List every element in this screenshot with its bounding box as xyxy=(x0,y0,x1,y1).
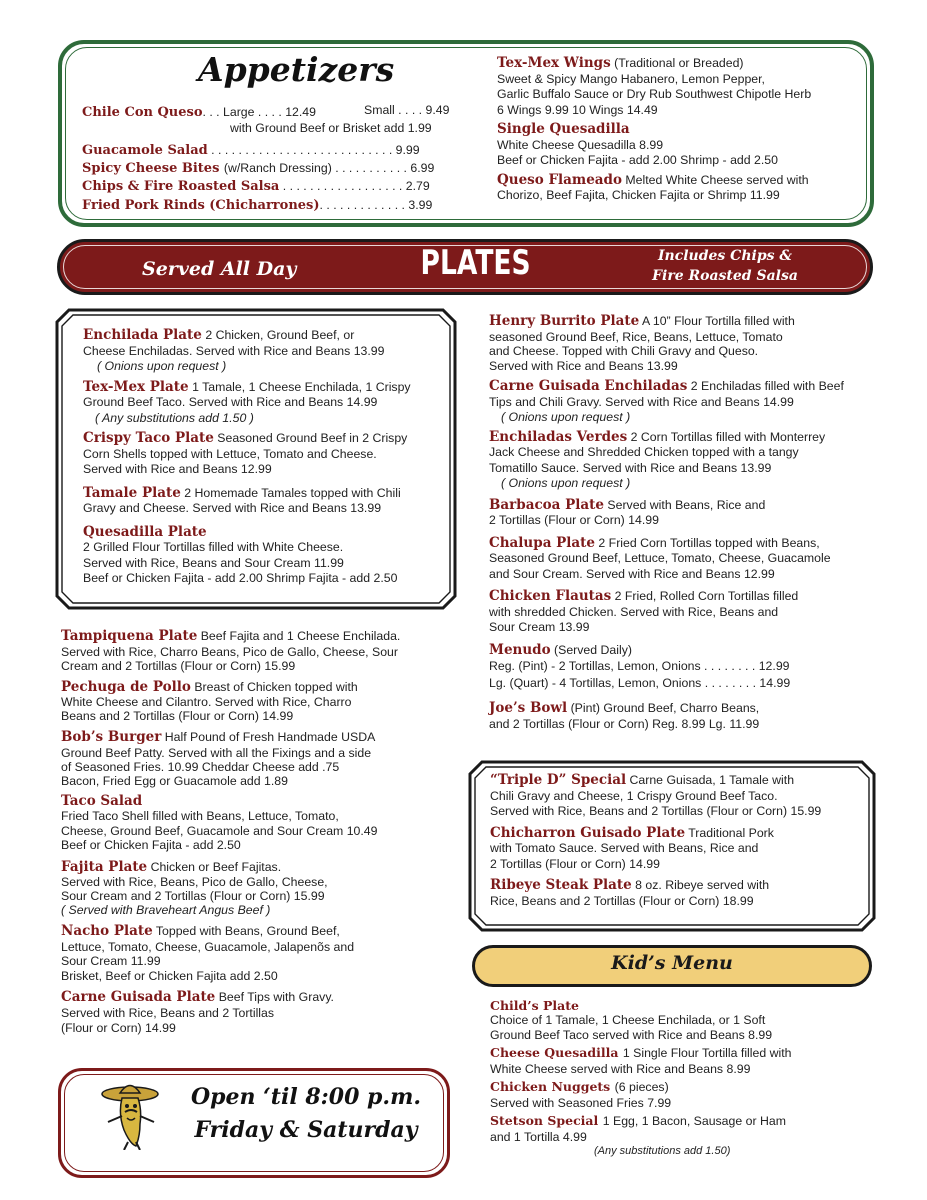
nacho-desc-3: Sour Cream 11.99 xyxy=(61,954,161,968)
chicharron-desc-2: with Tomato Sauce. Served with Beans, Rice and xyxy=(490,841,759,855)
menu-item-joes-bowl: Joe’s Bowl (Pint) Ground Beef, Charro Beans, xyxy=(489,700,760,716)
crispy-desc-2: Corn Shells topped with Lettuce, Tomato and Cheese. xyxy=(83,446,377,461)
menu-item-henry-burrito-plate: Henry Burrito Plate A 10” Flour Tortilla filled with xyxy=(489,313,795,329)
menu-item-barbacoa-plate: Barbacoa Plate Served with Beans, Rice and xyxy=(489,496,766,513)
banner-served-all-day: Served All Day xyxy=(142,258,297,280)
pechuga-desc-3: Beans and 2 Tortillas (Flour or Corn) 14.99 xyxy=(61,709,294,723)
menu-item-queso-addon: with Ground Beef or Brisket add 1.99 xyxy=(230,121,432,135)
cg-ench-desc-2: Tips and Chili Gravy. Served with Rice and Beans 14.99 xyxy=(489,394,794,409)
wings-desc-2: Garlic Buffalo Sauce or Dry Rub Southwest Chipotle Herb xyxy=(497,87,812,101)
menu-item-carne-guisada-plate: Carne Guisada Plate Beef Tips with Gravy. xyxy=(61,989,334,1005)
menu-item-menudo: Menudo (Served Daily) xyxy=(489,641,632,658)
quesa-desc-2: Served with Rice, Beans and Sour Cream 11.99 xyxy=(83,555,344,570)
wings-prices: 6 Wings 9.99 10 Wings 14.49 xyxy=(497,102,658,117)
open-hours-line-2: Friday & Saturday xyxy=(194,1117,418,1143)
henry-desc-2: seasoned Ground Beef, Rice, Beans, Lettuce, Tomato xyxy=(489,329,783,344)
chili-mascot-icon xyxy=(100,1080,162,1150)
barbacoa-desc-2: 2 Tortillas (Flour or Corn) 14.99 xyxy=(489,513,659,527)
henry-desc-4: Served with Rice and Beans 13.99 xyxy=(489,358,678,373)
nuggets-desc-1: Served with Seasoned Fries 7.99 xyxy=(490,1095,672,1110)
menu-item-quesadilla-plate: Quesadilla Plate xyxy=(83,523,207,540)
chalupa-desc-2: Seasoned Ground Beef, Lettuce, Tomato, Cheese, Guacamole xyxy=(489,551,831,565)
menu-item-single-quesadilla: Single Quesadilla xyxy=(497,121,630,137)
cg-ench-note: ( Onions upon request ) xyxy=(501,410,631,424)
quesadilla-desc-1: White Cheese Quesadilla 8.99 xyxy=(497,137,664,152)
left-column-list xyxy=(61,629,456,1036)
menu-item-bobs-burger: Bob’s Burger Half Pound of Fresh Handmade USDA xyxy=(61,729,376,745)
specials-box-list xyxy=(490,773,870,909)
quesadilla-desc-2: Beef or Chicken Fajita - add 2.00 Shrimp - add 2.50 xyxy=(497,153,778,167)
appetizers-left-list xyxy=(82,103,472,214)
taco-salad-desc-3: Beef or Chicken Fajita - add 2.50 xyxy=(61,838,241,852)
menu-item-guacamole-salad: Guacamole Salad . . . . . . . . . . . . . . . . . . . . . . . . . . . 9.99 xyxy=(82,143,420,158)
menu-item-chicharron-guisado-plate: Chicharron Guisado Plate Traditional Pork xyxy=(490,824,774,841)
menu-item-spicy-cheese-bites: Spicy Cheese Bites (w/Ranch Dressing) . . . . . . . . . . . 6.99 xyxy=(82,161,435,176)
banner-includes-line-2: Fire Roasted Salsa xyxy=(652,268,798,284)
henry-desc-3: and Cheese. Topped with Chili Gravy and Queso. xyxy=(489,344,759,358)
cq-desc-2: White Cheese served with Rice and Beans 8.99 xyxy=(490,1061,751,1076)
menu-item-enchiladas-verdes: Enchiladas Verdes 2 Corn Tortillas filled with Monterrey xyxy=(489,428,826,445)
menu-item-tampiquena-plate: Tampiquena Plate Beef Fajita and 1 Cheese Enchilada. xyxy=(61,628,401,644)
chicharron-desc-3: 2 Tortillas (Flour or Corn) 14.99 xyxy=(490,856,660,871)
menu-item-carne-guisada-enchiladas: Carne Guisada Enchiladas 2 Enchiladas filled with Beef xyxy=(489,378,844,394)
menu-item-cheese-quesadilla: Cheese Quesadilla 1 Single Flour Tortilla filled with xyxy=(490,1045,792,1060)
menu-item-stetson-special: Stetson Special 1 Egg, 1 Bacon, Sausage or Ham xyxy=(490,1113,786,1128)
verdes-desc-2: Jack Cheese and Shredded Chicken topped with a tangy xyxy=(489,445,799,459)
stetson-note: (Any substitutions add 1.50) xyxy=(594,1145,731,1157)
menu-item-chips-salsa: Chips & Fire Roasted Salsa . . . . . . . . . . . . . . . . . . 2.79 xyxy=(82,179,430,194)
tripled-desc-2: Chili Gravy and Cheese, 1 Crispy Ground Beef Taco. xyxy=(490,788,778,803)
enchilada-note: ( Onions upon request ) xyxy=(97,359,227,373)
tamale-desc-2: Gravy and Cheese. Served with Rice and Beans 13.99 xyxy=(83,501,382,515)
menu-item-chile-con-queso: Chile Con Queso. . . Large . . . . 12.49 Small . . . . 9.49 xyxy=(82,103,450,120)
flameado-desc-2: Chorizo, Beef Fajita, Chicken Fajita or Shrimp 11.99 xyxy=(497,188,780,202)
guisada-desc-2: Served with Rice, Beans and 2 Tortillas xyxy=(61,1005,275,1020)
flautas-desc-3: Sour Cream 13.99 xyxy=(489,620,590,634)
bobs-desc-4: Bacon, Fried Egg or Guacamole add 1.89 xyxy=(61,773,288,788)
right-column-list xyxy=(489,314,879,732)
taco-salad-desc-2: Cheese, Ground Beef, Guacamole and Sour Cream 10.49 xyxy=(61,823,378,838)
menu-item-childs-plate: Child’s Plate xyxy=(490,998,579,1013)
quesa-desc-3: Beef or Chicken Fajita - add 2.00 Shrimp Fajita - add 2.50 xyxy=(83,571,398,585)
menu-item-tex-mex-wings: Tex-Mex Wings (Traditional or Breaded) xyxy=(497,55,744,71)
flautas-desc-2: with shredded Chicken. Served with Rice, Beans and xyxy=(489,604,779,619)
child-desc-1: Choice of 1 Tamale, 1 Cheese Enchilada, or 1 Soft xyxy=(490,1013,766,1027)
banner-includes xyxy=(640,246,810,286)
quesa-desc-1: 2 Grilled Flour Tortillas filled with White Cheese. xyxy=(83,540,344,554)
nacho-desc-4: Brisket, Beef or Chicken Fajita add 2.50 xyxy=(61,968,278,983)
taco-salad-desc-1: Fried Taco Shell filled with Beans, Lettuce, Tomato, xyxy=(61,809,339,823)
tampiquena-desc-3: Cream and 2 Tortillas (Flour or Corn) 15.99 xyxy=(61,658,296,673)
menu-item-taco-salad: Taco Salad xyxy=(61,792,143,809)
menu-item-fajita-plate: Fajita Plate Chicken or Beef Fajitas. xyxy=(61,858,282,875)
menudo-regular: Reg. (Pint) - 2 Tortillas, Lemon, Onions . . . . . . . . 12.99 xyxy=(489,659,790,673)
menu-item-chalupa-plate: Chalupa Plate 2 Fried Corn Tortillas topped with Beans, xyxy=(489,534,820,551)
crispy-desc-3: Served with Rice and Beans 12.99 xyxy=(83,462,272,476)
banner-plates-title: PLATES xyxy=(420,243,531,283)
joes-desc-2: and 2 Tortillas (Flour or Corn) Reg. 8.99 Lg. 11.99 xyxy=(489,716,760,731)
tampiquena-desc-2: Served with Rice, Charro Beans, Pico de Gallo, Cheese, Sour xyxy=(61,644,398,659)
menu-item-nacho-plate: Nacho Plate Topped with Beans, Ground Beef, xyxy=(61,923,340,939)
menu-item-pork-rinds: Fried Pork Rinds (Chicharrones). . . . . . . . . . . . . 3.99 xyxy=(82,198,433,213)
appetizers-heading: Appetizers xyxy=(198,50,395,89)
menu-item-tamale-plate: Tamale Plate 2 Homemade Tamales topped with Chili xyxy=(83,484,401,501)
menu-item-ribeye-steak-plate: Ribeye Steak Plate 8 oz. Ribeye served with xyxy=(490,877,770,893)
guisada-desc-3: (Flour or Corn) 14.99 xyxy=(61,1020,176,1035)
texmex-note: ( Any substitutions add 1.50 ) xyxy=(95,410,254,425)
bobs-desc-2: Ground Beef Patty. Served with all the Fixings and a side xyxy=(61,745,372,760)
open-hours-text xyxy=(176,1081,436,1147)
enchilada-desc-2: Cheese Enchiladas. Served with Rice and Beans 13.99 xyxy=(83,343,385,358)
fajita-note: ( Served with Braveheart Angus Beef ) xyxy=(61,903,271,917)
ribeye-desc-2: Rice, Beans and 2 Tortillas (Flour or Corn) 18.99 xyxy=(490,893,754,908)
menudo-large: Lg. (Quart) - 4 Tortillas, Lemon, Onions . . . . . . . . 14.99 xyxy=(489,676,791,690)
child-desc-2: Ground Beef Taco served with Rice and Beans 8.99 xyxy=(490,1027,773,1042)
stetson-desc-2: and 1 Tortilla 4.99 xyxy=(490,1129,587,1144)
wings-desc-1: Sweet & Spicy Mango Habanero, Lemon Pepper, xyxy=(497,71,765,86)
fajita-desc-2: Served with Rice, Beans, Pico de Gallo, Cheese, xyxy=(61,875,328,889)
chalupa-desc-3: and Sour Cream. Served with Rice and Beans 12.99 xyxy=(489,566,775,581)
verdes-desc-3: Tomatillo Sauce. Served with Rice and Beans 13.99 xyxy=(489,460,772,475)
menu-item-chicken-flautas: Chicken Flautas 2 Fried, Rolled Corn Tortillas filled xyxy=(489,588,799,604)
nacho-desc-2: Lettuce, Tomato, Cheese, Guacamole, Jalapenõs and xyxy=(61,939,355,954)
menu-item-pechuga-de-pollo: Pechuga de Pollo Breast of Chicken topped with xyxy=(61,678,358,695)
banner-includes-line-1: Includes Chips & xyxy=(657,248,793,264)
menu-item-crispy-taco-plate: Crispy Taco Plate Seasoned Ground Beef in 2 Crispy xyxy=(83,430,408,446)
open-hours-line-1: Open ‘til 8:00 p.m. xyxy=(190,1084,422,1110)
pechuga-desc-2: White Cheese and Cilantro. Served with Rice, Charro xyxy=(61,695,352,709)
appetizers-right-list xyxy=(497,56,867,204)
menu-item-enchilada-plate: Enchilada Plate 2 Chicken, Ground Beef, or xyxy=(83,327,355,343)
menu-item-triple-d-special: “Triple D” Special Carne Guisada, 1 Tamale with xyxy=(490,772,795,788)
kids-menu-list xyxy=(490,998,875,1158)
menu-item-tex-mex-plate: Tex-Mex Plate 1 Tamale, 1 Cheese Enchilada, 1 Crispy xyxy=(83,378,411,395)
fajita-desc-3: Sour Cream and 2 Tortillas (Flour or Corn) 15.99 xyxy=(61,889,325,903)
verdes-note: ( Onions upon request ) xyxy=(501,476,631,490)
menu-item-chicken-nuggets: Chicken Nuggets (6 pieces) xyxy=(490,1079,669,1094)
tripled-desc-3: Served with Rice, Beans and 2 Tortillas (Flour or Corn) 15.99 xyxy=(490,804,822,818)
plates-box-list xyxy=(83,328,448,587)
menu-item-queso-flameado: Queso Flameado Melted White Cheese served with xyxy=(497,171,809,188)
bobs-desc-3: of Seasoned Fries. 10.99 Cheddar Cheese add .75 xyxy=(61,759,340,774)
kids-menu-heading: Kid’s Menu xyxy=(611,952,733,974)
texmex-desc-2: Ground Beef Taco. Served with Rice and Beans 14.99 xyxy=(83,395,378,409)
